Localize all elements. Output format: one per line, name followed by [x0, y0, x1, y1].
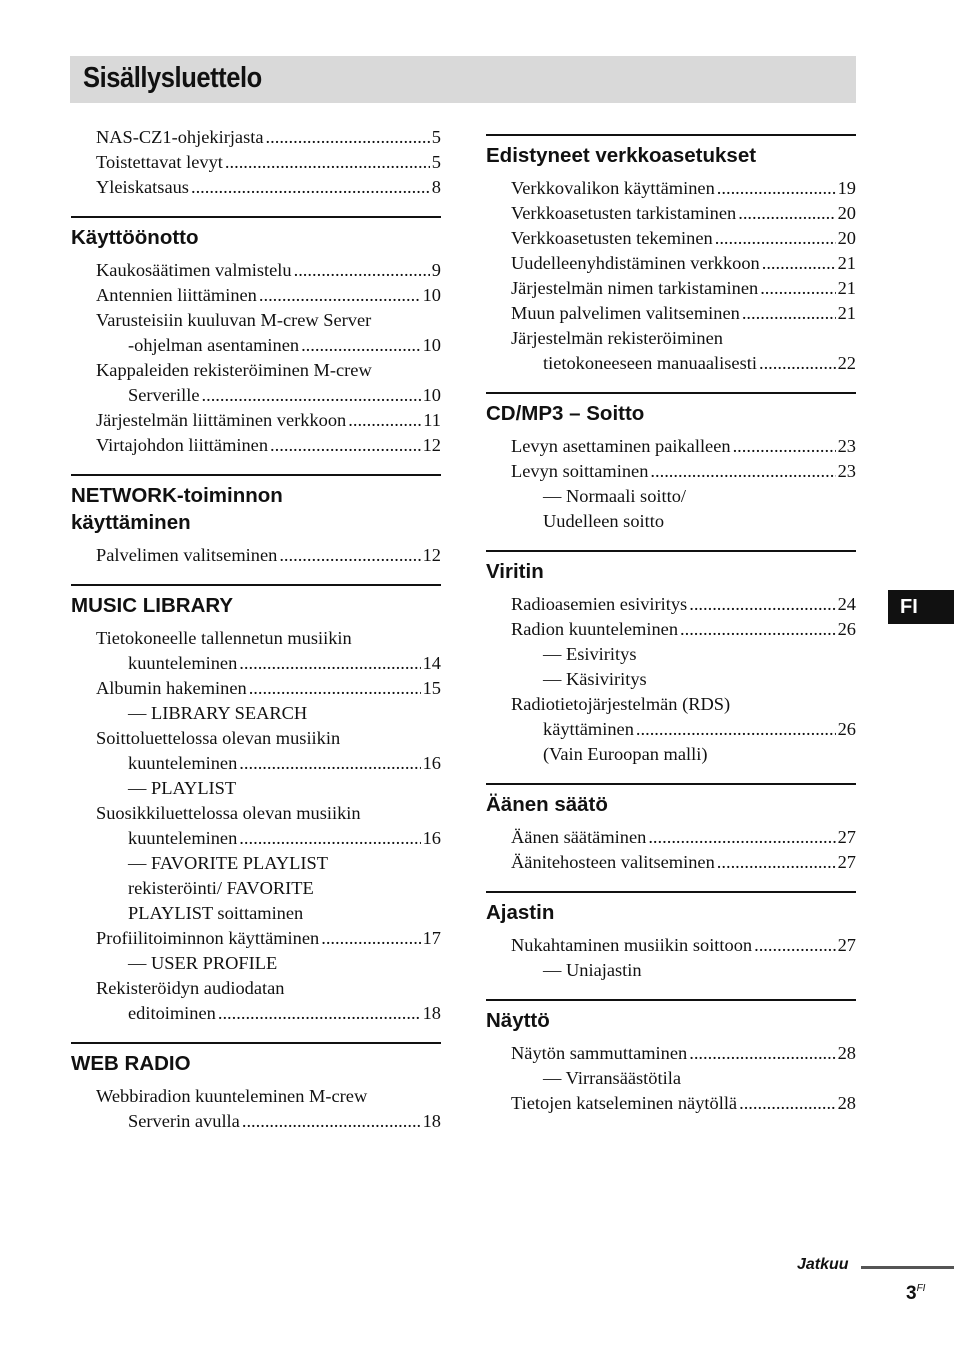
- toc-entry-line: [486, 825, 856, 850]
- toc-entry-text: Järjestelmän nimen tarkistaminen: [511, 278, 759, 298]
- toc-page-number: 23: [837, 461, 856, 481]
- toc-page-number: 12: [422, 435, 441, 455]
- toc-entry-text: Palvelimen valitseminen: [96, 545, 278, 565]
- toc-entry-text: Tietojen katseleminen näytöllä: [511, 1093, 738, 1113]
- section-heading: CD/MP3 – Soitto: [486, 402, 645, 425]
- toc-section: [486, 783, 856, 875]
- toc-entry-text: tietokoneeseen manuaalisesti: [543, 353, 757, 373]
- toc-entry[interactable]: [486, 251, 856, 276]
- language-tab: FI: [888, 590, 954, 624]
- section-heading: Edistyneet verkkoasetukset: [486, 144, 757, 167]
- toc-entry-text: Toistettavat levyt: [96, 152, 223, 172]
- toc-entry-note: rekisteröinti/ FAVORITE: [128, 878, 314, 898]
- toc-entry-text: editoiminen: [128, 1003, 216, 1023]
- toc-entry-text: Kaukosäätimen valmistelu: [96, 260, 292, 280]
- dot-leader: [739, 1091, 836, 1116]
- page-number-suffix: FI: [916, 1283, 926, 1294]
- toc-entry[interactable]: [71, 258, 441, 283]
- toc-entry-note: — Käsiviritys: [543, 669, 647, 689]
- toc-entry-line: [486, 1041, 856, 1066]
- toc-entry-line: [71, 826, 441, 851]
- toc-entry-line: [486, 850, 856, 875]
- dot-leader: [259, 283, 421, 308]
- toc-entry[interactable]: [71, 543, 441, 568]
- toc-page-number: 15: [422, 678, 441, 698]
- toc-section: [71, 474, 441, 568]
- toc-entry-text: Tietokoneelle tallennetun musiikin: [96, 628, 352, 648]
- dot-leader: [715, 226, 836, 251]
- dot-leader: [225, 150, 430, 175]
- toc-section: [71, 1042, 441, 1134]
- toc-entry-text: Näytön sammuttaminen: [511, 1043, 688, 1063]
- toc-entry-line: [71, 175, 441, 200]
- dot-leader: [239, 751, 420, 776]
- toc-section: [486, 999, 856, 1116]
- toc-page-number: 27: [837, 852, 856, 872]
- toc-entry[interactable]: [71, 676, 441, 726]
- toc-section: [486, 550, 856, 767]
- toc-page-number: 27: [837, 935, 856, 955]
- toc-page-number: 21: [837, 303, 856, 323]
- section-heading: Ajastin: [486, 901, 555, 924]
- toc-entry-text: Albumin hakeminen: [96, 678, 247, 698]
- toc-entry-line: [71, 433, 441, 458]
- toc-entry-line: [71, 543, 441, 568]
- toc-entry[interactable]: [71, 433, 441, 458]
- toc-page-number: 10: [422, 385, 441, 405]
- toc-left-sections: [71, 216, 441, 1134]
- toc-entry-text: Webbiradion kuunteleminen M-crew: [96, 1086, 368, 1106]
- toc-entry-note: — LIBRARY SEARCH: [128, 703, 308, 723]
- toc-entry-line: [486, 933, 856, 958]
- toc-page-number: 21: [837, 278, 856, 298]
- toc-section: [486, 392, 856, 534]
- dot-leader: [218, 1001, 421, 1026]
- toc-entry[interactable]: [71, 976, 441, 1026]
- toc-entry-text: Soittoluettelossa olevan musiikin: [96, 728, 341, 748]
- toc-entry-text: Varusteisiin kuuluvan M-crew Server: [96, 310, 372, 330]
- toc-entry-line: [486, 351, 856, 376]
- toc-section: [486, 134, 856, 376]
- toc-page-number: 26: [837, 619, 856, 639]
- toc-entry-text: Verkkovalikon käyttäminen: [511, 178, 715, 198]
- section-heading: Käyttöönotto: [71, 226, 199, 249]
- toc-entry[interactable]: [486, 692, 856, 767]
- toc-entry[interactable]: [486, 592, 856, 617]
- section-heading: Näyttö: [486, 1009, 550, 1032]
- toc-entry[interactable]: [486, 1041, 856, 1091]
- toc-page-number: 18: [422, 1111, 441, 1131]
- toc-entry-line: [486, 434, 856, 459]
- toc-entry-text: kuunteleminen: [128, 653, 238, 673]
- toc-entry[interactable]: [486, 434, 856, 459]
- toc-entry-note: — USER PROFILE: [128, 953, 278, 973]
- toc-entry-text: Rekisteröidyn audiodatan: [96, 978, 285, 998]
- toc-page-number: 17: [422, 928, 441, 948]
- dot-leader: [321, 926, 420, 951]
- dot-leader: [239, 651, 420, 676]
- toc-entry-text: -ohjelman asentaminen: [128, 335, 300, 355]
- page-number: [906, 1283, 925, 1305]
- toc-entry-note: — Esiviritys: [543, 644, 637, 664]
- toc-entry-text: Muun palvelimen valitseminen: [511, 303, 740, 323]
- toc-page-number: 22: [837, 353, 856, 373]
- toc-entry-line: [71, 125, 441, 150]
- toc-page-number: 10: [422, 335, 441, 355]
- continues-label: Jatkuu: [797, 1256, 849, 1273]
- toc-entry-text: Levyn asettaminen paikalleen: [511, 436, 731, 456]
- toc-entry-text: NAS-CZ1-ohjekirjasta: [96, 127, 264, 147]
- toc-entry-line: [486, 276, 856, 301]
- toc-entry-text: käyttäminen: [543, 719, 634, 739]
- dot-leader: [689, 1041, 835, 1066]
- toc-entry[interactable]: [71, 283, 441, 308]
- toc-entry[interactable]: [486, 933, 856, 983]
- toc-page-number: 12: [422, 545, 441, 565]
- toc-entry[interactable]: [71, 801, 441, 926]
- dot-leader: [717, 176, 836, 201]
- dot-leader: [266, 125, 430, 150]
- toc-entry[interactable]: [71, 1084, 441, 1134]
- toc-entry-line: [71, 926, 441, 951]
- toc-entry-text: Verkkoasetusten tarkistaminen: [511, 203, 737, 223]
- toc-entry-line: [71, 333, 441, 358]
- title-bar: [70, 56, 856, 103]
- toc-entry-note: — FAVORITE PLAYLIST: [128, 853, 328, 873]
- toc-entry-note: PLAYLIST soittaminen: [128, 903, 304, 923]
- toc-entry-line: [486, 251, 856, 276]
- toc-entry-text: Levyn soittaminen: [511, 461, 649, 481]
- dot-leader: [742, 301, 836, 326]
- toc-entry[interactable]: [486, 326, 856, 376]
- toc-entry[interactable]: [486, 617, 856, 692]
- toc-entry-line: [71, 651, 441, 676]
- dot-leader: [738, 201, 835, 226]
- toc-entry-text: Äänen säätäminen: [511, 827, 647, 847]
- toc-entry-line: [71, 258, 441, 283]
- dot-leader: [680, 617, 836, 642]
- toc-section: [71, 216, 441, 458]
- dot-leader: [759, 351, 836, 376]
- toc-entry-text: Antennien liittäminen: [96, 285, 257, 305]
- toc-entry[interactable]: [71, 726, 441, 801]
- toc-page-number: 28: [837, 1043, 856, 1063]
- toc-page-number: 5: [431, 127, 441, 147]
- toc-section: [71, 584, 441, 1026]
- toc-entry-text: Virtajohdon liittäminen: [96, 435, 269, 455]
- toc-entry[interactable]: [486, 226, 856, 251]
- toc-entry-line: [486, 592, 856, 617]
- toc-page-number: 20: [837, 228, 856, 248]
- toc-entry-text: Kappaleiden rekisteröiminen M-crew: [96, 360, 372, 380]
- toc-page-number: 19: [837, 178, 856, 198]
- dot-leader: [191, 175, 430, 200]
- dot-leader: [760, 276, 835, 301]
- dot-leader: [348, 408, 421, 433]
- toc-page-number: 21: [837, 253, 856, 273]
- toc-entry-line: [486, 176, 856, 201]
- toc-entry-text: Järjestelmän rekisteröiminen: [511, 328, 723, 348]
- toc-section: [486, 891, 856, 983]
- dot-leader: [762, 251, 836, 276]
- page-title: Sisällysluettelo: [83, 62, 262, 94]
- toc-entry-note: — PLAYLIST: [128, 778, 237, 798]
- toc-page-number: 28: [837, 1093, 856, 1113]
- dot-leader: [733, 434, 836, 459]
- toc-entry[interactable]: [486, 850, 856, 875]
- toc-entry-line: [71, 676, 441, 701]
- toc-page-number: 10: [422, 285, 441, 305]
- toc-entry-line: [71, 383, 441, 408]
- toc-intro: [71, 125, 441, 200]
- toc-page-number: 5: [431, 152, 441, 172]
- toc-entry[interactable]: [71, 926, 441, 976]
- toc-page-number: 27: [837, 827, 856, 847]
- toc-page-number: 14: [422, 653, 441, 673]
- toc-entry-text: Järjestelmän liittäminen verkkoon: [96, 410, 347, 430]
- dot-leader: [279, 543, 420, 568]
- toc-entry-line: [486, 226, 856, 251]
- toc-entry-text: Äänitehosteen valitseminen: [511, 852, 715, 872]
- toc-entry-note: (Vain Euroopan malli): [543, 744, 708, 764]
- toc-entry-line: [71, 1109, 441, 1134]
- toc-entry-text: kuunteleminen: [128, 828, 238, 848]
- toc-entry[interactable]: [486, 1091, 856, 1116]
- continues-rule: [861, 1266, 954, 1269]
- dot-leader: [648, 825, 835, 850]
- dot-leader: [650, 459, 835, 484]
- toc-entry-line: [486, 201, 856, 226]
- toc-entry[interactable]: [486, 201, 856, 226]
- dot-leader: [689, 592, 835, 617]
- toc-entry[interactable]: [71, 175, 441, 200]
- toc-entry-text: Serverin avulla: [128, 1111, 240, 1131]
- toc-entry[interactable]: [71, 308, 441, 358]
- toc-page-number: 20: [837, 203, 856, 223]
- toc-entry[interactable]: [486, 459, 856, 534]
- dot-leader: [636, 717, 836, 742]
- toc-entry-line: [486, 617, 856, 642]
- toc-entry[interactable]: [486, 276, 856, 301]
- section-heading: NETWORK-toiminnon käyttäminen: [71, 484, 283, 534]
- toc-entry-text: kuunteleminen: [128, 753, 238, 773]
- toc-entry-line: [486, 717, 856, 742]
- toc-entry[interactable]: [486, 825, 856, 850]
- dot-leader: [717, 850, 836, 875]
- toc-entry-text: Uudelleenyhdistäminen verkkoon: [511, 253, 760, 273]
- dot-leader: [301, 333, 421, 358]
- toc-entry-line: [71, 283, 441, 308]
- toc-entry[interactable]: [486, 176, 856, 201]
- toc-entry-line: [71, 150, 441, 175]
- dot-leader: [294, 258, 430, 283]
- toc-page-number: 16: [422, 753, 441, 773]
- dot-leader: [754, 933, 836, 958]
- section-heading: Viritin: [486, 560, 544, 583]
- dot-leader: [270, 433, 421, 458]
- toc-entry-line: [71, 1001, 441, 1026]
- section-heading: WEB RADIO: [71, 1052, 191, 1075]
- toc-entry-note: — Uniajastin: [543, 960, 642, 980]
- toc-page-number: 26: [837, 719, 856, 739]
- toc-page-number: 24: [837, 594, 856, 614]
- toc-entry-line: [486, 459, 856, 484]
- toc-entry-text: Radion kuunteleminen: [511, 619, 679, 639]
- toc-entry-note: — Virransäästötila: [543, 1068, 681, 1088]
- toc-entry-line: [71, 751, 441, 776]
- page-number-value: 3: [906, 1283, 917, 1304]
- toc-entry-note: Uudelleen soitto: [543, 511, 665, 531]
- toc-entry-line: [486, 301, 856, 326]
- toc-entry[interactable]: [71, 408, 441, 433]
- toc-entry-text: Serverille: [128, 385, 200, 405]
- toc-entry-text: Profiilitoiminnon käyttäminen: [96, 928, 320, 948]
- section-heading: Äänen säätö: [486, 793, 608, 816]
- toc-page-number: 11: [423, 410, 441, 430]
- toc-right-column: [486, 118, 856, 1116]
- toc-entry[interactable]: [71, 125, 441, 150]
- toc-page-number: 16: [422, 828, 441, 848]
- toc-entry[interactable]: [486, 301, 856, 326]
- toc-page-number: 23: [837, 436, 856, 456]
- toc-entry-text: Nukahtaminen musiikin soittoon: [511, 935, 753, 955]
- toc-entry[interactable]: [71, 626, 441, 676]
- toc-entry-line: [71, 408, 441, 433]
- toc-entry-text: Radiotietojärjestelmän (RDS): [511, 694, 731, 714]
- toc-page-number: 8: [431, 177, 441, 197]
- toc-page-number: 18: [422, 1003, 441, 1023]
- toc-left-column: [71, 125, 441, 1134]
- toc-entry-text: Verkkoasetusten tekeminen: [511, 228, 713, 248]
- toc-entry-text: Suosikkiluettelossa olevan musiikin: [96, 803, 361, 823]
- dot-leader: [249, 676, 421, 701]
- dot-leader: [202, 383, 421, 408]
- toc-entry-line: [486, 1091, 856, 1116]
- toc-entry[interactable]: [71, 358, 441, 408]
- dot-leader: [242, 1109, 421, 1134]
- toc-entry-text: Yleiskatsaus: [96, 177, 189, 197]
- toc-entry-note: — Normaali soitto/: [543, 486, 687, 506]
- toc-page-number: 9: [431, 260, 441, 280]
- section-heading: MUSIC LIBRARY: [71, 594, 234, 617]
- toc-entry[interactable]: [71, 150, 441, 175]
- toc-right-sections: [486, 134, 856, 1116]
- dot-leader: [239, 826, 420, 851]
- toc-entry-text: Radioasemien esiviritys: [511, 594, 688, 614]
